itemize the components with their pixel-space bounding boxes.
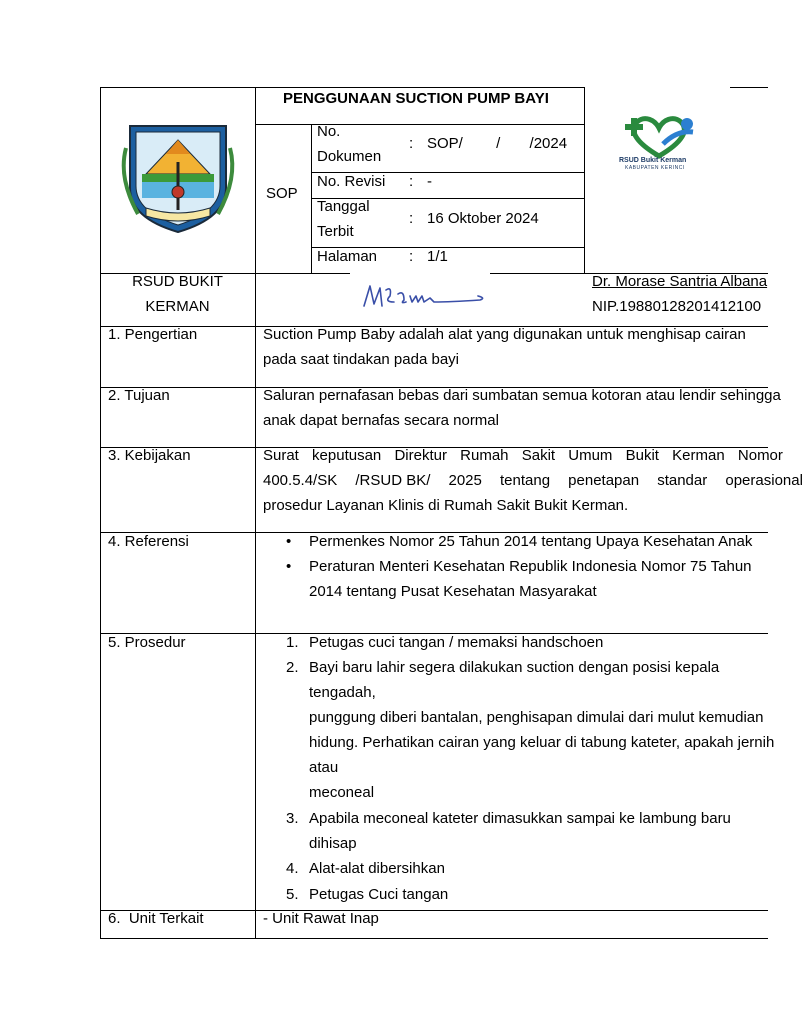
hospital-name: RSUD BUKIT KERMAN — [132, 273, 223, 315]
prosedur-num-2: 2. — [286, 659, 299, 676]
field-no-dokumen-value: SOP/ / /2024 — [427, 135, 568, 152]
section-label-prosedur: 5. Prosedur — [108, 634, 186, 651]
document-title: PENGGUNAAN SUCTION PUMP BAYI — [283, 90, 549, 107]
prosedur-step-2: Bayi baru lahir segera dilakukan suction dengan posisi kepala tengadah, punggung diberi bantalan, penghisapan dimulai dari mulut kemudian hidung. Perhatikan cairan yang keluar di tabung kateter, apakah jernih atau meconeal — [309, 659, 775, 801]
field-no-revisi-sep: : — [409, 173, 414, 190]
hospital-logo — [615, 112, 703, 176]
referensi-bullet-1: • — [286, 533, 292, 550]
hospital-logo-text: RSUD Bukit Kerman — [619, 157, 687, 164]
prosedur-num-1: 1. — [286, 634, 299, 651]
prosedur-step-4: Alat-alat dibersihkan — [309, 860, 445, 877]
prosedur-step-3: Apabila meconeal kateter dimasukkan sampai ke lambung baru dihisap — [309, 810, 731, 852]
section-label-referensi: 4. Referensi — [108, 533, 189, 550]
prosedur-step-1: Petugas cuci tangan / memaksi handschoen — [309, 634, 604, 651]
section-label-kebijakan: 3. Kebijakan — [108, 447, 191, 464]
field-no-revisi-value: - — [427, 173, 432, 190]
field-halaman-label: Halaman — [317, 248, 378, 265]
director-name: Dr. Morase Santria Albana — [592, 273, 768, 290]
prosedur-step-5: Petugas Cuci tangan — [309, 886, 449, 903]
field-tanggal-label: Tanggal Terbit — [317, 198, 370, 240]
kebijakan-line-3: prosedur Layanan Klinis di Rumah Sakit Bukit Kerman. — [263, 497, 629, 514]
section-label-unit: 6. Unit Terkait — [108, 910, 204, 927]
prosedur-num-3: 3. — [286, 810, 299, 827]
section-content-kebijakan — [263, 443, 803, 518]
director-signature — [360, 280, 490, 314]
field-no-dokumen-label: No. Dokumen — [317, 123, 382, 165]
section-label-tujuan: 2. Tujuan — [108, 387, 170, 404]
sop-label: SOP — [266, 185, 298, 202]
referensi-item-2: Peraturan Menteri Kesehatan Republik Indonesia Nomor 75 Tahun 2014 tentang Pusat Kesehatan Masyarakat — [309, 558, 752, 600]
prosedur-num-4: 4. — [286, 860, 299, 877]
referensi-bullet-2: • — [286, 558, 292, 575]
section-label-pengertian: 1. Pengertian — [108, 326, 198, 343]
director-nip: NIP.19880128201412100 — [592, 298, 762, 315]
field-tanggal-sep: : — [409, 210, 414, 227]
field-halaman-value: 1/1 — [427, 248, 448, 265]
field-no-revisi-label: No. Revisi — [317, 173, 386, 190]
field-tanggal-value: 16 Oktober 2024 — [427, 210, 539, 227]
prosedur-num-5: 5. — [286, 886, 299, 903]
kebijakan-line-1: Surat keputusan Direktur Rumah Sakit Umum Bukit Kerman Nomor — [263, 447, 783, 464]
field-halaman-sep: : — [409, 248, 414, 265]
section-content-unit: - Unit Rawat Inap — [263, 910, 379, 927]
referensi-item-1: Permenkes Nomor 25 Tahun 2014 tentang Upaya Kesehatan Anak — [309, 533, 753, 550]
regency-emblem — [118, 118, 238, 236]
hospital-logo-subtext: KABUPATEN KERINCI — [625, 165, 685, 171]
kebijakan-line-2: 400.5.4/SK /RSUD BK/ 2025 tentang penetapan standar operasional — [263, 472, 803, 489]
field-no-dokumen-sep: : — [409, 135, 414, 152]
section-content-tujuan: Saluran pernafasan bebas dari sumbatan semua kotoran atau lendir sehingga anak dapat bernafas secara normal — [263, 387, 781, 429]
section-content-pengertian: Suction Pump Baby adalah alat yang digunakan untuk menghisap cairan pada saat tindakan pada bayi — [263, 326, 746, 368]
